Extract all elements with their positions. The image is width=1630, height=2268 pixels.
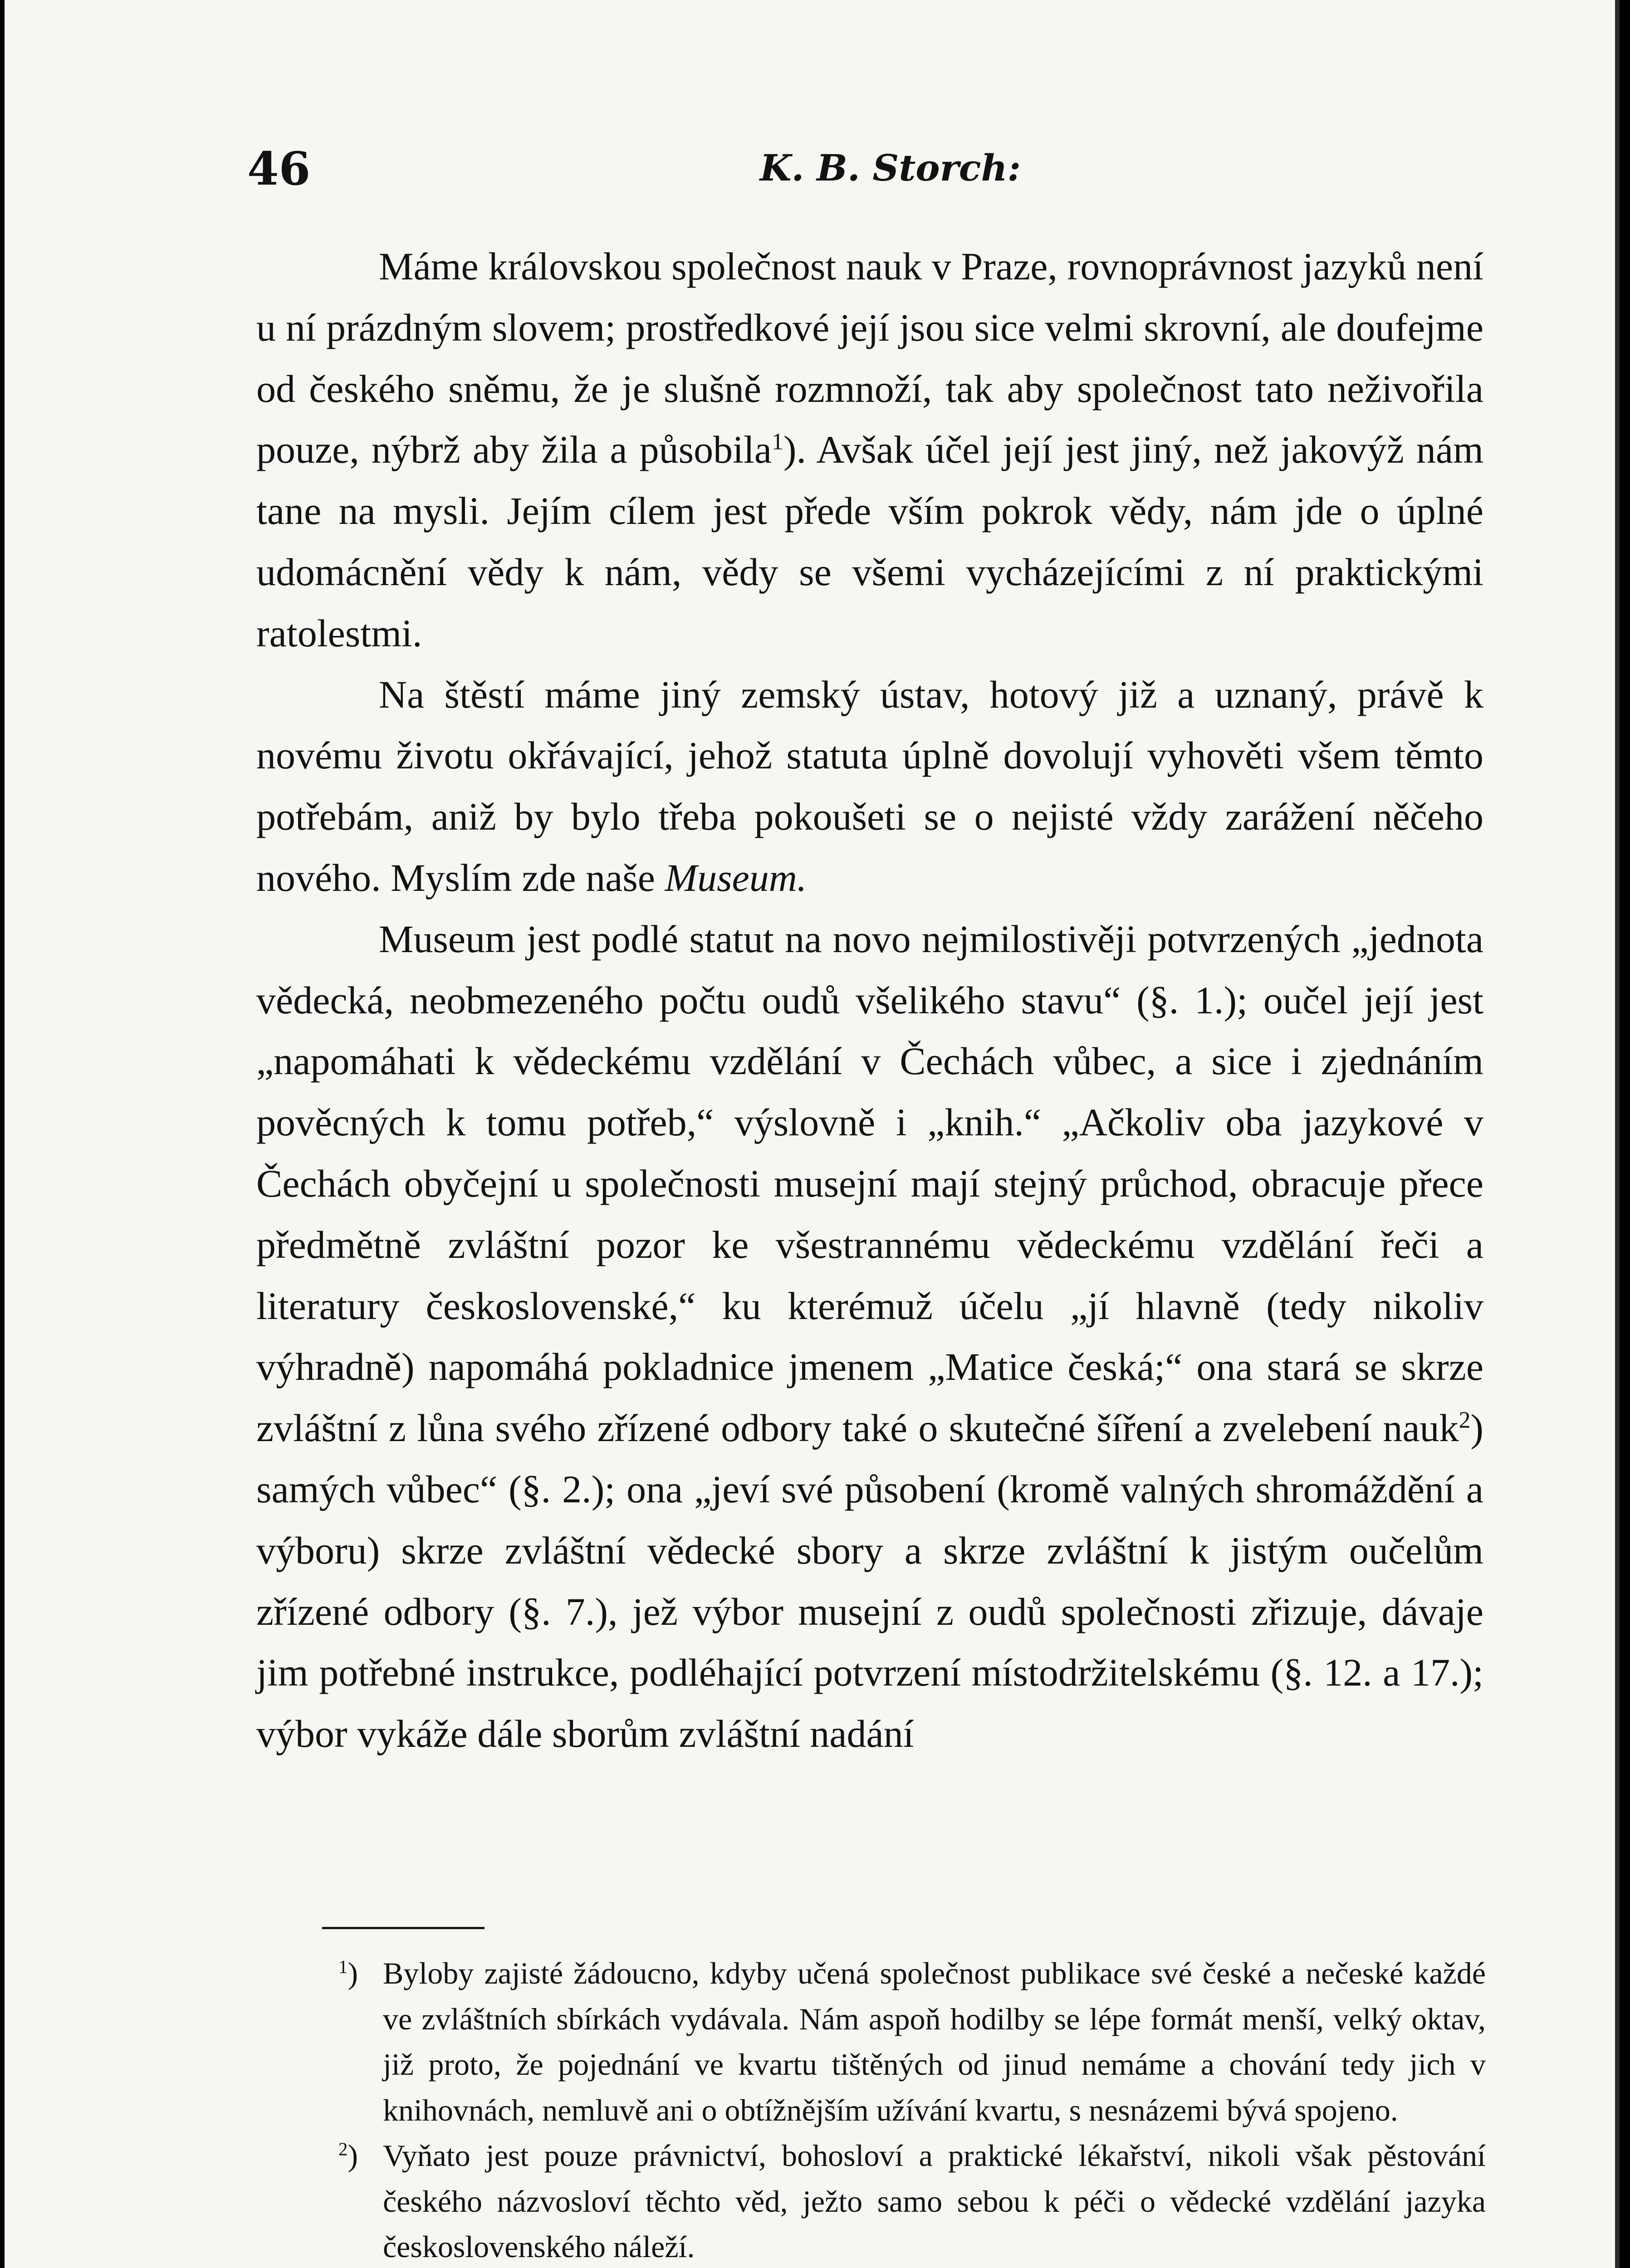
paragraph-2-text: Na štěstí máme jiný zemský ústav, hotový již a uznaný, právě k novému životu okřávající, jehož statuta úplně dovolují vyhověti všem těmto potřebám, aniž by bylo třeba pokoušeti se o nejisté vždy zarážení něčeho nového. Myslím zde naše (256, 672, 1483, 899)
paragraph-3-text: Museum jest podlé statut na novo nejmilostivěji potvrzených „jednota vědecká, neobmezeného počtu oudů všelikého stavu“ (§. 1.); oučel její jest „napomáhati k vědeckému vzdělání v Čechách vůbec, a sice i zjednáním pověcných k tomu potřeb,“ výslovně i „knih.“ „Ačkoliv oba jazykové v Čechách obyčejní u společnosti musejní mají stejný průchod, obracuje přece předmětně zvláštní pozor ke všestrannému vědeckému vzdělání řeči a literatury československé,“ ku kterémuž účelu „jí hlavně (tedy nikoliv výhradně) napomáhá pokladnice jmenem „Matice česká;“ ona stará se skrze zvláštní z lůna svého zřízené odbory také o skutečné šíření a zvelebení nauk (256, 917, 1483, 1450)
footnotes (338, 1950, 1486, 2268)
scan-edge (1615, 0, 1620, 2268)
footnote-1-number: 1 (338, 1956, 348, 1977)
book-page (5, 0, 1620, 2268)
footnote-1-text: Byloby zajisté žádoucno, kdyby učená společnost publikace své české a nečeské každé ve zvláštních sbírkách vydávala. Nám aspoň hodilby se lépe formát menší, velký oktav, již proto, že pojednání ve kvartu tištěných od jinud nemáme a chování tedy jich v knihovnách, nemluvě ani o obtížnějším užívání kvartu, s nesnázemi bývá spojeno. (383, 1956, 1486, 2127)
footnote-ref-2: 2 (1459, 1407, 1471, 1433)
footnote-2-mark: $^2$) (338, 2138, 358, 2173)
footnote-2-number: 2 (338, 2139, 348, 2160)
museum-emphasis: Museum. (665, 855, 807, 899)
footnote-1-mark: $^1$) (338, 1956, 358, 1990)
paragraph-3-continuation: ) samých vůbec“ (§. 2.); ona „jeví své působení (kromě valných shromáždění a výboru) skrze zvláštní vědecké sbory a skrze zvláštní k jistým oučelům zřízené odbory (§. 7.), jež výbor musejní z oudů společnosti zřizuje, dávaje jim potřebné instrukce, podléhající potvrzení místodržitelskému (§. 12. a 17.); výbor vykáže dále sborům zvláštní nadání (256, 1406, 1483, 1756)
paragraph-3 (256, 909, 1483, 1765)
page-number: 46 (247, 142, 311, 196)
footnote-divider (322, 1927, 485, 1929)
footnote-2 (338, 2133, 1486, 2268)
footnote-1 (338, 1950, 1486, 2133)
paragraph-1 (256, 236, 1483, 664)
footnote-2-text: Vyňato jest pouze právnictví, bohosloví a praktické lékařství, nikoli však pěstování českého názvosloví těchto věd, ježto samo sebou k péči o vědecké vzdělání jazyka československého náleží. (383, 2138, 1486, 2264)
main-text (256, 236, 1483, 1765)
footnote-ref-1: 1 (772, 429, 783, 455)
paragraph-2 (256, 664, 1483, 909)
paragraph-1-continuation: ). Avšak účel její jest jiný, než jakovýž nám tane na mysli. Jejím cílem jest přede vším pokrok vědy, nám jde o úplné udomácnění vědy k nám, vědy se všemi vycházejícími z ní praktickými ratolestmi. (256, 428, 1483, 655)
paragraph-1-text: Máme královskou společnost nauk v Praze, rovnoprávnost jazyků není u ní prázdným slovem; prostředkové její jsou sice velmi skrovní, ale doufejme od českého sněmu, že je slušně rozmnoží, tak aby společnost tato neživořila pouze, nýbrž aby žila a působila (256, 244, 1483, 472)
running-head: K. B. Storch: (760, 147, 1021, 189)
